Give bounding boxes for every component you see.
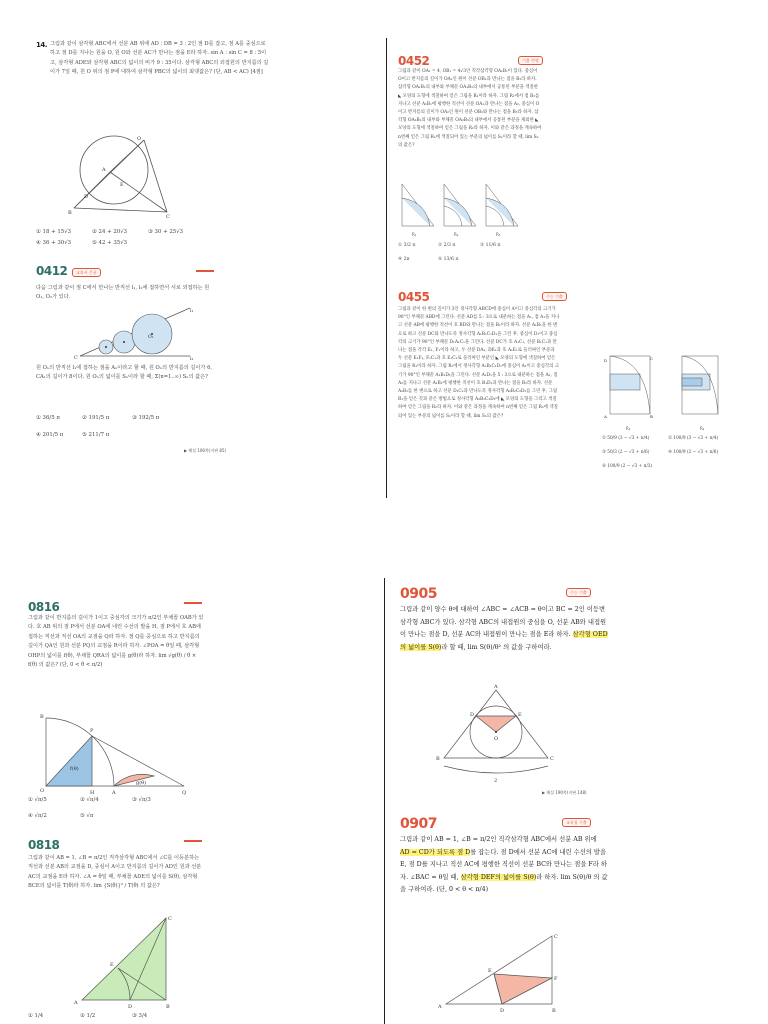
q0905-text-before: 그림과 같이 양수 θ에 대하여 ∠ABC = ∠ACB = θ이고 BC = 2인 이등변삼각형 ABC가 있다. 삼각형 ABC의 내접원의 중심을 O, 선분 AB와 내접원이 만나는 점을 D, 선분 AC와 내접원이 만나는 점을 E라 하자. (400, 606, 607, 639)
q14-figure (62, 132, 202, 232)
svg-text:A: A (604, 414, 607, 419)
svg-text:H: H (90, 790, 95, 796)
page-bottom-left (0, 512, 384, 1024)
q0818-number: 0818 (28, 838, 60, 852)
svg-text:B: B (68, 210, 72, 216)
q0905-number: 0905 (400, 586, 437, 602)
q14-choice-5[interactable]: ⑤ 42 + 35√3 (92, 240, 128, 246)
page-top-right (390, 0, 768, 512)
q0905-text (400, 604, 608, 654)
svg-text:E: E (120, 182, 124, 188)
q14-choice-2[interactable]: ② 24 + 20√3 (92, 229, 128, 235)
svg-text:C: C (554, 934, 558, 940)
q0412-choice-1[interactable]: ① 36/5 π (36, 415, 60, 421)
q0816-choice-2[interactable]: ② √π/4 (80, 797, 99, 803)
column-divider-bottom (384, 578, 385, 1024)
q0905-figure (434, 684, 564, 784)
svg-text:F: F (554, 976, 558, 982)
q0818-choice-1[interactable]: ① 1/4 (28, 1013, 44, 1019)
q0452-figure (400, 182, 520, 232)
q0452-choice-1[interactable]: ① 3/2 π (398, 243, 416, 248)
svg-text:D: D (500, 1008, 505, 1014)
svg-text:A: A (494, 684, 498, 690)
q14-text: 그림과 같이 삼각형 ABC에서 선분 AB 위에 AD : DB = 3 : 2인 점 D를 잡고, 점 A를 중심으로 하고 점 D를 지나는 원을 O, 원 O와 선분 AC가 만나는 점을 E라 하자. sin A : sin C = 8 : 5이고, 삼각형 ADE와 삼각형 ABC의 넓이의 비가 9 : 35이다. 삼각형 ABC의 외접원의 반지름의 길이가 7일 때, 원 O 위의 점 P에 대하여 삼각형 PBC의 넓이의 최댓값은? (단, AB < AC) [4점] (50, 41, 269, 76)
q0905-tag: 수능 기출 (566, 588, 591, 597)
svg-text:O: O (494, 736, 499, 742)
svg-text:O: O (40, 788, 45, 794)
svg-text:C: C (168, 916, 172, 922)
svg-text:A: A (102, 167, 106, 173)
q0452-fig-label-1: R₁ (412, 232, 417, 237)
q0455-tag: 수능 기출 (542, 292, 567, 301)
q0907-text-mid: 를 잡는다. 점 D에서 선분 AC에 내린 수선의 발을 E, 점 D를 지나고 직선 AC에 평행한 직선이 선분 BC와 만나는 점을 F라 하자. ∠BAC = θ일 때, (400, 848, 607, 881)
svg-text:E: E (110, 962, 114, 968)
q0816-choice-1[interactable]: ① √π/5 (28, 797, 47, 803)
q0907-highlight-1: AD = CD가 되도록 점 D (400, 848, 471, 856)
svg-text:l₂: l₂ (190, 357, 194, 362)
q0816-number: 0816 (28, 600, 60, 614)
svg-text:2: 2 (494, 778, 498, 784)
svg-text:l₁: l₁ (190, 309, 194, 314)
q0455-choice-1[interactable]: ① 50/9 (3 − √3 + π/4) (602, 436, 650, 441)
svg-text:A: A (438, 1004, 442, 1010)
svg-text:C: C (650, 356, 654, 361)
q0412-solution-note[interactable]: ▶ 해설 106쪽(지판 85) (184, 448, 227, 453)
q0818-figure (74, 916, 190, 1010)
q0452-choice-2[interactable]: ② 2/3 π (438, 243, 456, 248)
q0818-text: 그림과 같이 AB = 1, ∠B = π/2인 직각삼각형 ABC에서 ∠C를 이등분하는 직선과 선분 AB의 교점을 D, 중심이 A이고 반지름의 길이가 AD인 원과 선분 AC의 교점을 E라 하자. ∠A = θ일 때, 부채꼴 ADE의 넓이를 S(θ), 삼각형 BCE의 넓이를 T(θ)라 하자. lim {S(θ)}² / T(θ) 의 값은? (28, 855, 202, 890)
q0816-tag-line (184, 602, 202, 604)
q0452-fig-label-2: R₂ (454, 232, 459, 237)
q0818-choice-2[interactable]: ② 1/2 (80, 1013, 96, 1019)
q0816-choice-5[interactable]: ⑤ √π (80, 813, 94, 819)
page-top-left (0, 0, 384, 512)
svg-text:P: P (90, 728, 94, 734)
q0452-choice-5[interactable]: ⑤ 13/6 π (438, 257, 459, 262)
q0818-tag-line (184, 840, 202, 842)
q0455-choice-4[interactable]: ④ 100/9 (2 − √3 + π/6) (668, 450, 719, 455)
q0412-number: 0412 (36, 264, 68, 278)
q0816-text: 그림과 같이 반지름의 길이가 1이고 중심각의 크기가 π/2인 부채꼴 OAB가 있다. 호 AB 위의 점 P에서 선분 OA에 내린 수선의 발을 H, 점 P에서 호 AB에 접하는 직선과 직선 OA의 교점을 Q라 하자. 점 Q를 중심으로 하고 반지름의 길이가 QA인 원과 선분 PQ의 교점을 R이라 하자. ∠POA = θ일 때, 삼각형 OHP의 넓이를 f(θ), 부채꼴 QRA의 넓이를 g(θ)라 하자. lim √g(θ) / θ × f(θ) 의 값은? (단, 0 < θ < π/2) (28, 615, 204, 669)
svg-text:D: D (604, 358, 608, 363)
svg-text:C: C (166, 214, 170, 220)
svg-text:B: B (650, 414, 653, 419)
q0412-figure (74, 306, 198, 366)
q0455-choice-2[interactable]: ② 100/9 (3 − √3 + π/4) (668, 436, 719, 441)
q0452-tag: 기출 변형 (518, 56, 543, 65)
q0412-choice-3[interactable]: ③ 192/5 π (132, 415, 160, 421)
column-divider-top (386, 38, 387, 498)
q0907-text-before: 그림과 같이 AB = 1, ∠B = π/2인 직각삼각형 ABC에서 선분 AB 위에 (400, 836, 597, 843)
q0455-fig-label-2: R₂ (700, 426, 705, 431)
q0452-choice-4[interactable]: ④ 2π (398, 257, 410, 262)
q0818-choice-3[interactable]: ③ 3/4 (132, 1013, 148, 1019)
q0412-tag-line (196, 270, 214, 272)
q0907-highlight-2: 삼각형 DEF의 넓이를 S(θ) (460, 873, 537, 881)
q0907-figure (438, 934, 584, 1014)
svg-text:O: O (137, 136, 142, 142)
q0907-text-after: 라 하자. lim S(θ)/θ 의 값을 구하여라. (단, 0 < θ < π/4) (400, 873, 608, 894)
svg-text:f(θ): f(θ) (70, 766, 79, 772)
q0907-text (400, 834, 608, 897)
q0905-text-after: 라 할 때, lim S(θ)/θ² 의 값을 구하여라. (441, 643, 552, 651)
q0905-solution-note[interactable]: ▶ 해설 190쪽(지판 148) (542, 790, 587, 795)
svg-text:g(θ): g(θ) (136, 780, 147, 786)
svg-text:B: B (552, 1008, 556, 1014)
page-bottom-right (390, 512, 768, 1024)
q0412-text-1: 다음 그림과 같이 점 C에서 만나는 반직선 l₁, l₂에 접하면서 서로 외접하는 원 O₁, O₂가 있다. (36, 285, 210, 301)
svg-text:D: D (128, 1004, 133, 1010)
svg-text:O₁: O₁ (148, 335, 154, 340)
svg-text:C: C (74, 355, 78, 361)
q0412-tag: 교과서 응용 (72, 268, 101, 277)
q0907-tag: 교육청 기출 (562, 818, 591, 827)
q0455-choice-3[interactable]: ③ 50/3 (2 − √3 + π/6) (602, 450, 650, 455)
q14-number: 14. (36, 41, 47, 49)
q0452-fig-label-3: R₃ (496, 232, 501, 237)
q0412-choice-2[interactable]: ② 191/5 π (82, 415, 110, 421)
svg-text:A: A (74, 1000, 78, 1006)
svg-text:B: B (166, 1004, 170, 1010)
svg-text:D: D (470, 712, 475, 718)
q0452-choice-3[interactable]: ③ 11/6 π (480, 243, 501, 248)
svg-text:E: E (518, 712, 522, 718)
q0816-figure (40, 714, 194, 796)
q0412-text-2: 원 Oₙ의 반직선 l₁에 접하는 점을 Aₙ이라고 할 때, 원 Oₙ의 반지름의 길이가 6, CA₁의 길이가 8이다. 원 Oₙ의 넓이를 Sₙ이라 할 때, Σ(n=1..∞) Sₙ의 값은? (36, 365, 213, 381)
q0816-choice-3[interactable]: ③ √π/3 (132, 797, 151, 803)
svg-text:A: A (112, 790, 116, 796)
q0455-text: 그림과 같이 한 변의 길이가 3인 정사각형 ABCD에 중심이 A이고 중심각의 크기가 90°인 부채꼴 ABD에 그린다. 선분 AD를 5 : 3으로 내분하는 점을 A₁, 점 A₁을 지나고 선분 AB에 평행한 직선이 호 BD와 만나는 점을 B₁이라 하자. 선분 A₁B₁을 한 변으로 하고 선분 DC와 만나도록 정사각형 A₁B₁C₁D₁을 그린 후, 중심이 D₁이고 중심각의 크기가 90°인 부채꼴 D₁A₁C₁을 그린다. 선분 DC가 호 A₁C₁, 선분 B₁C₁과 만나는 점을 각각 E₁, F₁이라 하고, 두 선분 DA₁, DE₁과 호 A₁E₁로 둘러싸인 부분과 두 선분 E₁F₁, F₁C₁과 호 E₁C₁로 둘러싸인 부분인 ◣ 모양의 도형에 색칠하여 얻은 그림을 R₁이라 하자. 그림 R₁에서 정사각형 A₁B₁C₁D₁에 중심이 A₁이고 중심각의 크기가 90°인 부채꼴 A₁B₁D₁을 그린다. 선분 A₁D₁을 5 : 3으로 내분하는 점을 A₂, 점 A₂를 지나고 선분 A₁B₁에 평행한 직선이 호 B₁D₁과 만나는 점을 B₂라 하자. 선분 A₂B₂를 한 변으로 하고 선분 D₁C₁과 만나도록 정사각형 A₂B₂C₂D₂를 그린 후, 그림 R₁을 얻은 것과 같은 방법으로 정사각형 A₂B₂C₂D₂에 ◣ 모양의 도형을 그리고 색칠하여 얻은 그림을 R₂라 하자. 이와 같은 과정을 계속하여 n번째 얻은 그림 Rₙ에 색칠되어 있는 부분의 넓이를 Sₙ이라 할 때, lim Sₙ의 값은? (398, 307, 560, 419)
q0907-number: 0907 (400, 816, 437, 832)
q0455-choice-5[interactable]: ⑤ 100/9 (2 − √3 + π/3) (602, 464, 653, 469)
q14-choice-1[interactable]: ① 18 + 15√3 (36, 229, 72, 235)
q14-choice-4[interactable]: ④ 36 + 30√3 (36, 240, 72, 246)
svg-text:B: B (436, 756, 440, 762)
q0455-fig-label-1: R₁ (626, 426, 631, 431)
q0905-highlight: 삼각형 OED의 넓이를 S(θ) (400, 631, 608, 651)
svg-text:C: C (550, 756, 554, 762)
q0452-text: 그림과 같이 OA₁ = 4, OB₁ = 4√3인 직각삼각형 OA₁B₁이 있다. 중심이 O이고 반지름의 길이가 OA₁인 원이 선분 OB₁과 만나는 점을 B₂라 하자. 삼각형 OA₁B₁의 내부와 부채꼴 OA₁B₂의 내부에서 공통된 부분을 색칠한 ◣ 모양의 도형에 색칠하여 얻은 그림을 R₁이라 하자. 그림 R₁에서 점 B₂를 지나고 선분 A₁B₁에 평행한 직선이 선분 OA₁과 만나는 점을 A₂, 중심이 O이고 반지름의 길이가 OA₂인 원이 선분 OB₂와 만나는 점을 B₃라 하자. 삼각형 OA₂B₂의 내부와 부채꼴 OA₂B₃의 내부에서 공통된 부분을 제외한 ◣ 모양의 도형에 색칠하여 얻은 그림을 R₂라 하자. 이와 같은 과정을 계속하여 n번째 얻은 그림 Rₙ에 색칠되어 있는 부분의 넓이를 Sₙ이라 할 때, lim Sₙ의 값은? (398, 69, 542, 148)
q14-choice-3[interactable]: ③ 30 + 25√3 (148, 229, 184, 235)
q0455-number: 0455 (398, 290, 430, 304)
q0452-number: 0452 (398, 54, 430, 68)
svg-text:E: E (488, 968, 492, 974)
q0816-choice-4[interactable]: ④ √π/2 (28, 813, 47, 819)
svg-text:Q: Q (182, 790, 187, 796)
svg-text:D: D (84, 194, 89, 200)
q0455-figure (604, 352, 748, 430)
svg-text:B: B (40, 714, 44, 720)
q0412-choice-5[interactable]: ⑤ 211/7 π (82, 432, 110, 438)
q0412-choice-4[interactable]: ④ 201/5 π (36, 432, 64, 438)
